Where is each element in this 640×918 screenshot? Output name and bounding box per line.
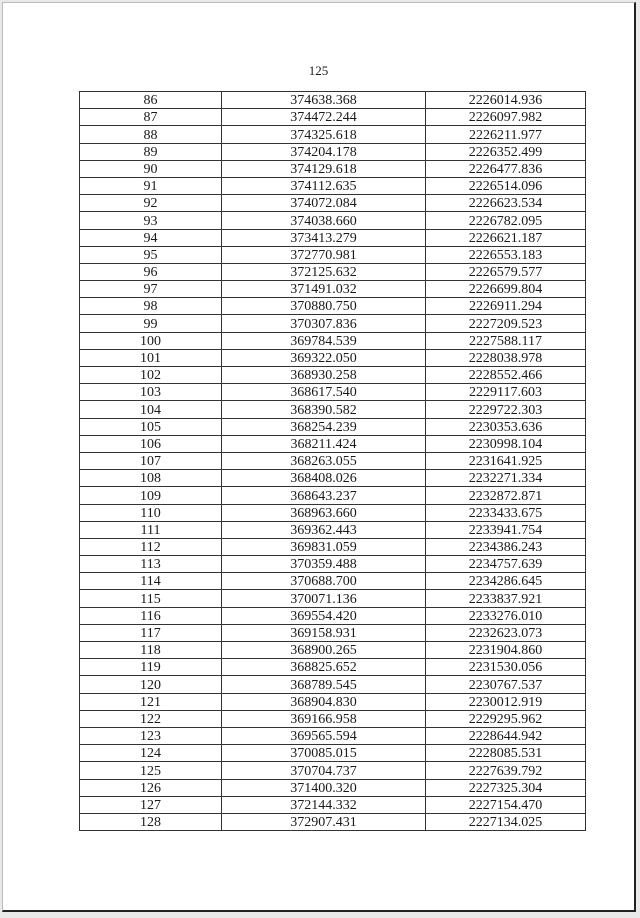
- point-number-cell: 111: [80, 521, 222, 538]
- y-coordinate-cell: 2234386.243: [426, 538, 586, 555]
- x-coordinate-cell: 374072.084: [222, 195, 426, 212]
- table-row: [80, 349, 586, 366]
- table-row: [80, 401, 586, 418]
- table-row: [80, 263, 586, 280]
- table-row: [80, 607, 586, 624]
- point-number-cell: 110: [80, 504, 222, 521]
- table-row: [80, 693, 586, 710]
- table-row: [80, 109, 586, 126]
- point-number-cell: 116: [80, 607, 222, 624]
- table-row: [80, 435, 586, 452]
- table-row: [80, 642, 586, 659]
- point-number-cell: 100: [80, 332, 222, 349]
- point-number-cell: 128: [80, 813, 222, 830]
- table-row: [80, 160, 586, 177]
- table-row: [80, 315, 586, 332]
- table-row: [80, 384, 586, 401]
- point-number-cell: 94: [80, 229, 222, 246]
- x-coordinate-cell: 369362.443: [222, 521, 426, 538]
- document-page: [2, 2, 636, 912]
- point-number-cell: 108: [80, 470, 222, 487]
- point-number-cell: 119: [80, 659, 222, 676]
- point-number-cell: 91: [80, 177, 222, 194]
- table-row: [80, 487, 586, 504]
- x-coordinate-cell: 370071.136: [222, 590, 426, 607]
- point-number-cell: 102: [80, 367, 222, 384]
- x-coordinate-cell: 368789.545: [222, 676, 426, 693]
- y-coordinate-cell: 2228644.942: [426, 727, 586, 744]
- point-number-cell: 112: [80, 538, 222, 555]
- x-coordinate-cell: 368963.660: [222, 504, 426, 521]
- x-coordinate-cell: 368643.237: [222, 487, 426, 504]
- x-coordinate-cell: 373413.279: [222, 229, 426, 246]
- x-coordinate-cell: 374472.244: [222, 109, 426, 126]
- y-coordinate-cell: 2232271.334: [426, 470, 586, 487]
- x-coordinate-cell: 369554.420: [222, 607, 426, 624]
- y-coordinate-cell: 2227639.792: [426, 762, 586, 779]
- y-coordinate-cell: 2229295.962: [426, 710, 586, 727]
- y-coordinate-cell: 2230767.537: [426, 676, 586, 693]
- table-row: [80, 367, 586, 384]
- x-coordinate-cell: 369166.958: [222, 710, 426, 727]
- point-number-cell: 104: [80, 401, 222, 418]
- point-number-cell: 117: [80, 624, 222, 641]
- y-coordinate-cell: 2228038.978: [426, 349, 586, 366]
- x-coordinate-cell: 368904.830: [222, 693, 426, 710]
- y-coordinate-cell: 2229117.603: [426, 384, 586, 401]
- table-row: [80, 573, 586, 590]
- x-coordinate-cell: 369565.594: [222, 727, 426, 744]
- table-row: [80, 92, 586, 109]
- y-coordinate-cell: 2229722.303: [426, 401, 586, 418]
- y-coordinate-cell: 2233837.921: [426, 590, 586, 607]
- y-coordinate-cell: 2231530.056: [426, 659, 586, 676]
- page-number: 125: [308, 63, 329, 78]
- point-number-cell: 122: [80, 710, 222, 727]
- x-coordinate-cell: 369831.059: [222, 538, 426, 555]
- x-coordinate-cell: 369322.050: [222, 349, 426, 366]
- y-coordinate-cell: 2226352.499: [426, 143, 586, 160]
- table-row: [80, 676, 586, 693]
- table-row: [80, 246, 586, 263]
- point-number-cell: 106: [80, 435, 222, 452]
- table-row: [80, 177, 586, 194]
- point-number-cell: 101: [80, 349, 222, 366]
- table-row: [80, 470, 586, 487]
- table-row: [80, 813, 586, 830]
- y-coordinate-cell: 2232623.073: [426, 624, 586, 641]
- x-coordinate-cell: 368408.026: [222, 470, 426, 487]
- table-row: [80, 538, 586, 555]
- table-row: [80, 229, 586, 246]
- x-coordinate-cell: 374112.635: [222, 177, 426, 194]
- y-coordinate-cell: 2226014.936: [426, 92, 586, 109]
- x-coordinate-cell: 371400.320: [222, 779, 426, 796]
- table-row: [80, 779, 586, 796]
- point-number-cell: 121: [80, 693, 222, 710]
- y-coordinate-cell: 2233276.010: [426, 607, 586, 624]
- y-coordinate-cell: 2230353.636: [426, 418, 586, 435]
- point-number-cell: 115: [80, 590, 222, 607]
- point-number-cell: 97: [80, 281, 222, 298]
- table-row: [80, 659, 586, 676]
- x-coordinate-cell: 374204.178: [222, 143, 426, 160]
- point-number-cell: 90: [80, 160, 222, 177]
- x-coordinate-cell: 374129.618: [222, 160, 426, 177]
- table-row: [80, 418, 586, 435]
- y-coordinate-cell: 2227209.523: [426, 315, 586, 332]
- point-number-cell: 89: [80, 143, 222, 160]
- x-coordinate-cell: 374638.368: [222, 92, 426, 109]
- x-coordinate-cell: 374038.660: [222, 212, 426, 229]
- x-coordinate-cell: 372125.632: [222, 263, 426, 280]
- table-row: [80, 590, 586, 607]
- point-number-cell: 88: [80, 126, 222, 143]
- x-coordinate-cell: 369158.931: [222, 624, 426, 641]
- point-number-cell: 127: [80, 796, 222, 813]
- point-number-cell: 124: [80, 745, 222, 762]
- point-number-cell: 92: [80, 195, 222, 212]
- y-coordinate-cell: 2227588.117: [426, 332, 586, 349]
- point-number-cell: 113: [80, 556, 222, 573]
- table-row: [80, 521, 586, 538]
- table-row: [80, 126, 586, 143]
- table-row: [80, 796, 586, 813]
- y-coordinate-cell: 2226514.096: [426, 177, 586, 194]
- x-coordinate-cell: 368263.055: [222, 452, 426, 469]
- y-coordinate-cell: 2226623.534: [426, 195, 586, 212]
- coordinates-table: [79, 91, 586, 831]
- table-row: [80, 710, 586, 727]
- y-coordinate-cell: 2226553.183: [426, 246, 586, 263]
- y-coordinate-cell: 2226579.577: [426, 263, 586, 280]
- point-number-cell: 118: [80, 642, 222, 659]
- y-coordinate-cell: 2226699.804: [426, 281, 586, 298]
- x-coordinate-cell: 372907.431: [222, 813, 426, 830]
- y-coordinate-cell: 2234286.645: [426, 573, 586, 590]
- x-coordinate-cell: 368211.424: [222, 435, 426, 452]
- y-coordinate-cell: 2227154.470: [426, 796, 586, 813]
- y-coordinate-cell: 2228085.531: [426, 745, 586, 762]
- table-row: [80, 504, 586, 521]
- y-coordinate-cell: 2227325.304: [426, 779, 586, 796]
- y-coordinate-cell: 2226097.982: [426, 109, 586, 126]
- y-coordinate-cell: 2226211.977: [426, 126, 586, 143]
- point-number-cell: 103: [80, 384, 222, 401]
- y-coordinate-cell: 2233941.754: [426, 521, 586, 538]
- table-row: [80, 212, 586, 229]
- table-row: [80, 452, 586, 469]
- y-coordinate-cell: 2234757.639: [426, 556, 586, 573]
- x-coordinate-cell: 368254.239: [222, 418, 426, 435]
- y-coordinate-cell: 2231904.860: [426, 642, 586, 659]
- x-coordinate-cell: 371491.032: [222, 281, 426, 298]
- y-coordinate-cell: 2230012.919: [426, 693, 586, 710]
- point-number-cell: 114: [80, 573, 222, 590]
- table-row: [80, 281, 586, 298]
- x-coordinate-cell: 372144.332: [222, 796, 426, 813]
- x-coordinate-cell: 368930.258: [222, 367, 426, 384]
- y-coordinate-cell: 2226621.187: [426, 229, 586, 246]
- x-coordinate-cell: 370085.015: [222, 745, 426, 762]
- x-coordinate-cell: 370704.737: [222, 762, 426, 779]
- x-coordinate-cell: 370359.488: [222, 556, 426, 573]
- x-coordinate-cell: 372770.981: [222, 246, 426, 263]
- table-row: [80, 745, 586, 762]
- point-number-cell: 105: [80, 418, 222, 435]
- coordinates-table-body: [80, 92, 586, 831]
- x-coordinate-cell: 370307.836: [222, 315, 426, 332]
- point-number-cell: 109: [80, 487, 222, 504]
- x-coordinate-cell: 374325.618: [222, 126, 426, 143]
- y-coordinate-cell: 2230998.104: [426, 435, 586, 452]
- y-coordinate-cell: 2226911.294: [426, 298, 586, 315]
- point-number-cell: 93: [80, 212, 222, 229]
- y-coordinate-cell: 2227134.025: [426, 813, 586, 830]
- table-row: [80, 556, 586, 573]
- y-coordinate-cell: 2231641.925: [426, 452, 586, 469]
- table-row: [80, 624, 586, 641]
- point-number-cell: 86: [80, 92, 222, 109]
- x-coordinate-cell: 368617.540: [222, 384, 426, 401]
- table-row: [80, 298, 586, 315]
- y-coordinate-cell: 2228552.466: [426, 367, 586, 384]
- table-row: [80, 762, 586, 779]
- point-number-cell: 125: [80, 762, 222, 779]
- table-row: [80, 727, 586, 744]
- point-number-cell: 96: [80, 263, 222, 280]
- x-coordinate-cell: 368390.582: [222, 401, 426, 418]
- y-coordinate-cell: 2233433.675: [426, 504, 586, 521]
- x-coordinate-cell: 370688.700: [222, 573, 426, 590]
- x-coordinate-cell: 368825.652: [222, 659, 426, 676]
- y-coordinate-cell: 2226477.836: [426, 160, 586, 177]
- table-row: [80, 332, 586, 349]
- table-row: [80, 143, 586, 160]
- x-coordinate-cell: 370880.750: [222, 298, 426, 315]
- point-number-cell: 107: [80, 452, 222, 469]
- y-coordinate-cell: 2226782.095: [426, 212, 586, 229]
- point-number-cell: 123: [80, 727, 222, 744]
- y-coordinate-cell: 2232872.871: [426, 487, 586, 504]
- x-coordinate-cell: 368900.265: [222, 642, 426, 659]
- x-coordinate-cell: 369784.539: [222, 332, 426, 349]
- point-number-cell: 95: [80, 246, 222, 263]
- point-number-cell: 98: [80, 298, 222, 315]
- point-number-cell: 120: [80, 676, 222, 693]
- point-number-cell: 87: [80, 109, 222, 126]
- point-number-cell: 99: [80, 315, 222, 332]
- table-row: [80, 195, 586, 212]
- point-number-cell: 126: [80, 779, 222, 796]
